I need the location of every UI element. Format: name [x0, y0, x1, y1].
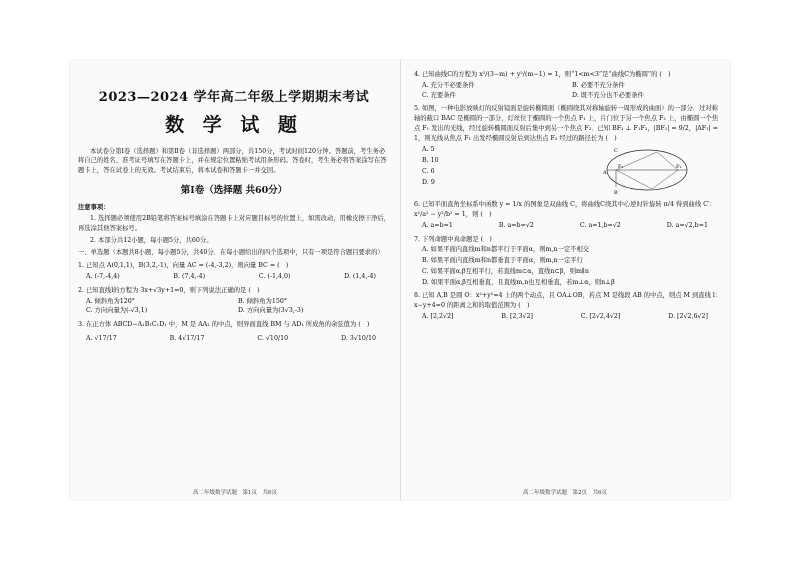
option-b: B. a=b=√2 — [498, 221, 534, 229]
question-4-stem: 4. 已知曲线C的方程为 x²/(3−m) + y²/(m−1) = 1，则“1<m<3”是“曲线C为椭圆”的 ( ) — [414, 71, 671, 78]
option-c: C. 方向向量为(-√3,1) — [86, 307, 148, 315]
option-c: C. [2√2,4√2] — [580, 312, 621, 320]
option-d: D. 方向向量为(3√3,-3) — [238, 307, 304, 315]
left-page — [78, 60, 390, 346]
option-a: A. 倾斜角为120° — [86, 297, 135, 305]
part-title: 一、单选题（本题共8小题，每小题5分，共40分．在每小题给出的四个选项中，只有一项是符合题目要求的） — [78, 248, 384, 256]
question-7-stem: 7. 下列命题中真命题是 ( ) — [414, 235, 492, 243]
option-a: A. √17/17 — [86, 334, 117, 342]
option-b: B. 4√17/17 — [169, 334, 205, 342]
option-c: C. a=1,b=√2 — [579, 221, 621, 229]
option-c: C. 如果平面α,β互相平行，若直线m⊂α，直线n⊂β，则m∥n — [422, 267, 589, 275]
option-d: D. 既不充分也不必要条件 — [572, 91, 644, 99]
option-b: B. [2,3√2] — [501, 312, 533, 320]
question-4-options — [414, 81, 722, 101]
right-page-footer: 高二年级数学试题 第2页 共6页 — [523, 490, 607, 496]
option-d: D. 3√10/10 — [341, 334, 376, 342]
label-f2: F₂ — [676, 164, 682, 171]
question-3-stem: 3. 在正方体 ABCD−A₁B₁C₁D₁ 中，M 是 AA₁ 的中点，则异面直线 BM 与 AD₁ 所成角的余弦值为 ( ) — [78, 321, 370, 329]
option-d: D. a=√2,b=1 — [666, 221, 708, 229]
question-8-stem: 8. 已知 A,B 是圆 O：x²+y²=4 上的两个动点，且 OA⊥OB，若点 M 是线段 AB 的中点，则点 M 到直线 l：x−y+4=0 的距离之和的取值范围为 ( ) — [414, 292, 722, 309]
label-b: B — [614, 190, 618, 197]
left-page-footer: 高二年级数学试题 第1页 共6页 — [193, 490, 277, 496]
question-5-options — [414, 144, 572, 196]
option-b: B. 10 — [422, 157, 439, 164]
option-c: C. 6 — [422, 167, 435, 175]
section-title: 第Ⅰ卷（选择题 共60分） — [180, 184, 288, 196]
notice-item-1: 1. 选择题必须使用2B铅笔将答案标号填涂在答题卡上对应题目标号的位置上，如需改动，用橡皮擦干净后，再选涂其他答案标号。 — [78, 215, 391, 233]
option-b: B. 如果平面内直线m和n都垂直于平面α，则m,n一定平行 — [422, 257, 583, 264]
option-c: C. √10/10 — [257, 334, 289, 342]
light-ray-2 — [657, 152, 678, 170]
option-d: D. [2√2,6√2] — [668, 312, 708, 320]
option-a: A. [2,2√2] — [422, 312, 454, 320]
question-8-options — [414, 312, 722, 322]
exam-subtitle: 数 学 试 题 — [165, 114, 303, 137]
question-6-stem: 6. 已知平面直角坐标系中函数 y = 1/x 的图象是双曲线 C，将曲线C绕其中心逆时针旋转 π/4 得到曲线 C′：x²/a² − y²/b² = 1，则 ( ) — [414, 201, 716, 218]
ellipse-reflector-figure — [602, 144, 692, 196]
option-a: A. (-7,-4,4) — [86, 273, 120, 281]
option-d: D. 9 — [422, 178, 435, 186]
option-b: B. (7,4,-4) — [173, 273, 206, 281]
light-ray-4 — [652, 170, 678, 189]
option-d: D. 如果平面α,β互相垂直，且直线m,n也互相垂直，若m⊥α，则n⊥β — [422, 278, 615, 286]
question-6-options — [414, 221, 722, 231]
option-a: A. 充分不必要条件 — [422, 81, 475, 89]
option-b: B. 倾斜角为150° — [238, 297, 287, 305]
light-ray-3 — [616, 170, 652, 189]
label-c: C — [614, 148, 618, 155]
exam-title: 2023—2024 学年高二年级上学期期末考试 — [98, 90, 370, 105]
option-c: C. 充要条件 — [422, 91, 456, 99]
question-5-body — [414, 144, 722, 196]
question-2-stem: 2. 已知直线l的方程为 3x+√3y+1=0，则下列说法正确的是 ( ) — [78, 286, 260, 294]
option-b: B. 必要不充分条件 — [572, 81, 625, 89]
exam-sheet — [70, 60, 730, 500]
intro-paragraph: 本试卷分第Ⅰ卷（选择题）和第Ⅱ卷（非选择题）两部分，共150分，考试时间120分钟。答题前，考生务必将自己的姓名、准考证号填写在答题卡上，并在规定位置粘贴考试用条形码。答卷时，考生务必将答案涂写在答题卡上，答在试卷上的无效。考试结束后，将本试卷和答题卡一并交回。 — [78, 147, 387, 175]
label-f1: F₁ — [618, 164, 624, 171]
question-3-options — [78, 334, 390, 344]
page-fold-divider — [400, 60, 401, 500]
option-d: D. (1,4,-4) — [344, 273, 376, 281]
right-page — [414, 66, 722, 324]
option-a: A. a=b=1 — [422, 221, 453, 229]
question-1-stem: 1. 已知点 A(0,1,1)，B(3,2,-1)，向量 AC = (-4,-3,2)，则向量 BC = ( ) — [78, 262, 289, 270]
option-c: C. (-1,4,0) — [258, 273, 291, 281]
question-5-stem: 5. 如图，一种电影放映灯的反射镜面是旋转椭圆面（椭圆绕其对称轴旋转一周形成的曲面）的一部分．过对称轴的截口 BAC 是椭圆的一部分，灯丝位于椭圆的一个焦点 F₁ 上，片门位于另一个焦点 F₂ 上，由椭圆一个焦点 F₁ 发出的光线，经过旋转椭圆面反射后集中到另一个焦点 F₂．已知 BF₁ ⊥ F₁F₂，|BF₁| = 9/2，|AF₁| = 1，则光线从焦点 F₁ 出发经椭圆反射后到达焦点 F₂ 经过的路径长为 ( ) — [414, 105, 719, 142]
option-a: A. 5 — [422, 146, 435, 154]
option-a: A. 如果平面内直线m和n都平行于平面α，则m,n一定不相交 — [422, 246, 590, 254]
question-2-options — [78, 297, 390, 317]
notice-item-2: 2. 本部分共12小题，每小题5分，共60分。 — [90, 236, 213, 244]
notice-title: 注意事项： — [78, 203, 110, 211]
question-7-options — [414, 245, 722, 287]
question-1-options — [78, 272, 390, 282]
label-a: A — [603, 170, 607, 177]
